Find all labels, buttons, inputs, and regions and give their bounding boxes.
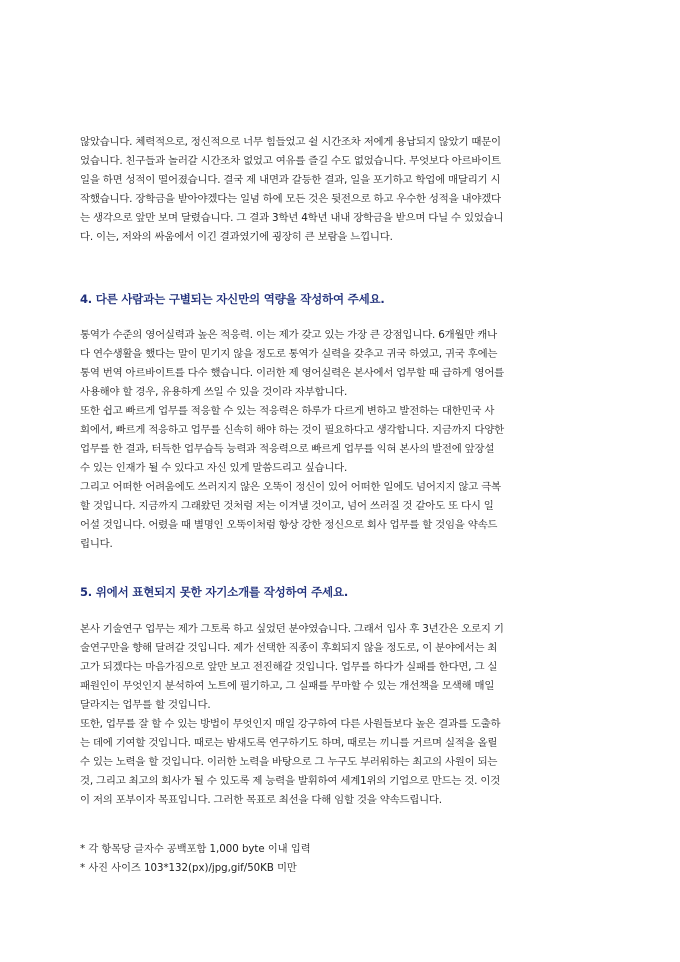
text-line: 그리고 어떠한 어려움에도 쓰러지지 않은 오뚝이 정신이 있어 어떠한 일에도 넘어지지 않고 극복 [80, 481, 501, 493]
text-line: 본사 기술연구 업무는 제가 그토록 하고 싶었던 분야였습니다. 그래서 입사 후 3년간은 오로지 기 [80, 623, 504, 635]
section4-heading: 4. 다른 사람과는 구별되는 자신만의 역량을 작성하여 주세요. [80, 292, 385, 306]
text-line: 또한 쉽고 빠르게 업무를 적응할 수 있는 적응력은 하루가 다르게 변하고 발전하는 대한민국 사 [80, 405, 495, 417]
text-line: 업무를 한 결과, 터득한 업무습득 능력과 적응력으로 빠르게 업무를 익혀 본사의 발전에 앞장설 [80, 443, 495, 455]
text-line: 었습니다. 친구들과 놀러갈 시간조차 없었고 여유를 즐길 수도 없었습니다. 무엇보다 아르바이트 [80, 155, 501, 167]
text-line: 사용해야 할 경우, 유용하게 쓰일 수 있을 것이라 자부합니다. [80, 386, 348, 398]
text-line: 패원인이 무엇인지 분석하여 노트에 필기하고, 그 실패를 무마할 수 있는 개선책을 모색해 매일 [80, 680, 495, 692]
section5-heading: 5. 위에서 표현되지 못한 자기소개를 작성하여 주세요. [80, 585, 349, 599]
text-line: 일을 하면 성적이 떨어졌습니다. 결국 제 내면과 갈등한 결과, 일을 포기하고 학업에 매달리기 시 [80, 174, 501, 186]
text-line: 수 있는 인재가 될 수 있다고 자신 있게 말씀드리고 싶습니다. [80, 462, 348, 474]
text-line: 이 저의 포부이자 목표입니다. 그러한 목표로 최선을 다해 임할 것을 약속드립니다. [80, 794, 442, 806]
text-line: 술연구만을 향해 달려갈 것입니다. 제가 선택한 직종이 후회되지 않을 정도로, 이 분야에서는 최 [80, 642, 498, 654]
text-line: 고가 되겠다는 마음가짐으로 앞만 보고 전진해갈 것입니다. 업무를 하다가 실패를 한다면, 그 실 [80, 661, 498, 673]
text-line: 할 것입니다. 지금까지 그래왔던 것처럼 저는 이겨낼 것이고, 넘어 쓰러질 것 같아도 또 다시 일 [80, 500, 494, 512]
footnote-photo-size: * 사진 사이즈 103*132(px)/jpg,gif/50KB 미만 [80, 863, 297, 874]
text-line: 다. 이는, 저와의 싸움에서 이긴 결과였기에 굉장히 큰 보람을 느낍니다. [80, 231, 393, 243]
section4-paragraph [80, 326, 598, 554]
text-line: 않았습니다. 체력적으로, 정신적으로 너무 힘들었고 쉴 시간조차 저에게 용납되지 않았기 때문이 [80, 136, 501, 148]
text-line: 는 생각으로 앞만 보며 달렸습니다. 그 결과 3학년 4학년 내내 장학금을 받으며 다닐 수 있었습니 [80, 212, 504, 224]
section5-paragraph [80, 620, 598, 810]
text-line: 작했습니다. 장학금을 받아야겠다는 일념 하에 모든 것은 뒷전으로 하고 우수한 성적을 내야겠다 [80, 193, 501, 205]
text-line: 통역가 수준의 영어실력과 높은 적응력. 이는 제가 갖고 있는 가장 큰 강점입니다. 6개월만 캐나 [80, 329, 497, 341]
footnote-char-limit: * 각 항목당 글자수 공백포함 1,000 byte 이내 입력 [80, 844, 311, 855]
text-line: 다 연수생활을 했다는 말이 믿기지 않을 정도로 통역가 실력을 갖추고 귀국 하였고, 귀국 후에는 [80, 348, 498, 360]
text-line: 또한, 업무를 잘 할 수 있는 방법이 무엇인지 매일 강구하여 다른 사원들보다 높은 결과를 도출하 [80, 718, 501, 730]
text-line: 어설 것입니다. 어렸을 때 별명인 오뚝이처럼 항상 강한 정신으로 회사 업무를 할 것임을 약속드 [80, 519, 498, 531]
text-line: 수 있는 노력을 할 것입니다. 이러한 노력을 바탕으로 그 누구도 부러워하는 최고의 사원이 되는 [80, 756, 498, 768]
text-line: 통역 번역 아르바이트를 다수 했습니다. 이러한 제 영어실력은 본사에서 업무할 때 급하게 영어를 [80, 367, 504, 379]
footnotes [80, 840, 600, 878]
text-line: 는 데에 기여할 것입니다. 때로는 밤새도록 연구하기도 하며, 때로는 끼니를 거르며 실적을 올릴 [80, 737, 498, 749]
section3-tail-paragraph [80, 133, 598, 247]
text-line: 것, 그리고 최고의 회사가 될 수 있도록 제 능력을 발휘하여 세계1위의 기업으로 만드는 것. 이것 [80, 775, 501, 787]
text-line: 회에서, 빠르게 적응하고 업무를 신속히 해야 하는 것이 필요하다고 생각합니다. 지금까지 다양한 [80, 424, 504, 436]
text-line: 립니다. [80, 538, 113, 550]
text-line: 달라지는 업무를 할 것입니다. [80, 699, 211, 711]
